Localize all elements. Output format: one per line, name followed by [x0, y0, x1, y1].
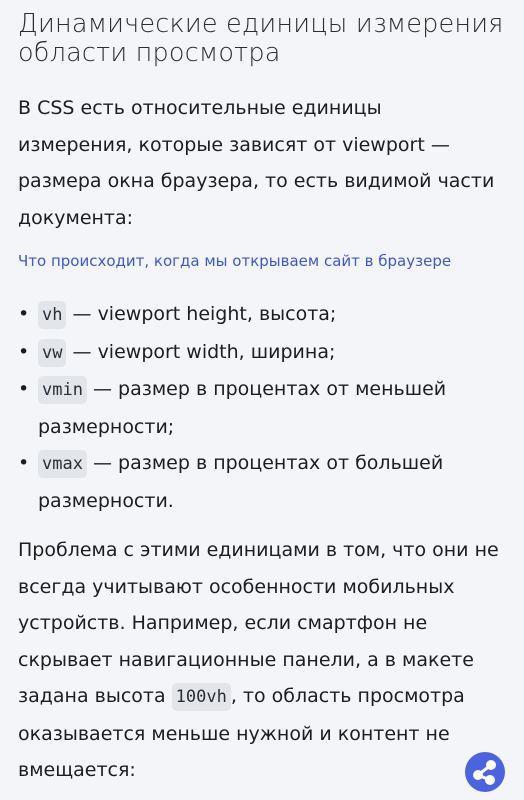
article-link[interactable]: Что происходит, когда мы открываем сайт в браузере	[18, 252, 452, 270]
unit-description: — размер в процентах от меньшей размерности;	[38, 378, 447, 438]
outro-text-end: , то область просмотра оказывается меньше нужной и контент не вмещается:	[18, 685, 465, 781]
unit-description: — viewport width, ширина;	[66, 340, 336, 363]
page-title: Динамические единицы измерения области просмотра	[18, 9, 504, 68]
outro-text-start: Проблема с этими единицами в том, что они не всегда учитывают особенности мобильных устройств. Например, если смартфон не скрывает навигационные панели, а в макете задана высота	[18, 539, 499, 707]
units-list	[18, 296, 498, 519]
list-item	[18, 445, 498, 519]
list-item	[18, 371, 498, 445]
logo-svg	[465, 752, 505, 792]
list-item	[18, 334, 498, 372]
unit-code: vmin	[38, 376, 87, 404]
unit-description: — размер в процентах от большей размерности.	[38, 452, 444, 512]
unit-description: — viewport height, высота;	[66, 303, 337, 325]
unit-code: vw	[38, 339, 66, 367]
share-nodes-icon[interactable]	[465, 752, 505, 792]
bullet: •	[18, 340, 30, 363]
inline-code: 100vh	[172, 683, 231, 711]
unit-code: vmax	[38, 450, 87, 478]
unit-code: vh	[38, 301, 66, 329]
intro-paragraph: В CSS есть относительные единицы измерения, которые зависят от viewport — размера окна браузера, то есть видимой части документа:	[18, 97, 495, 229]
bullet: •	[18, 452, 30, 474]
bullet: •	[18, 303, 30, 325]
bullet: •	[18, 378, 30, 400]
outro-paragraph	[18, 532, 508, 789]
list-item	[18, 296, 498, 334]
